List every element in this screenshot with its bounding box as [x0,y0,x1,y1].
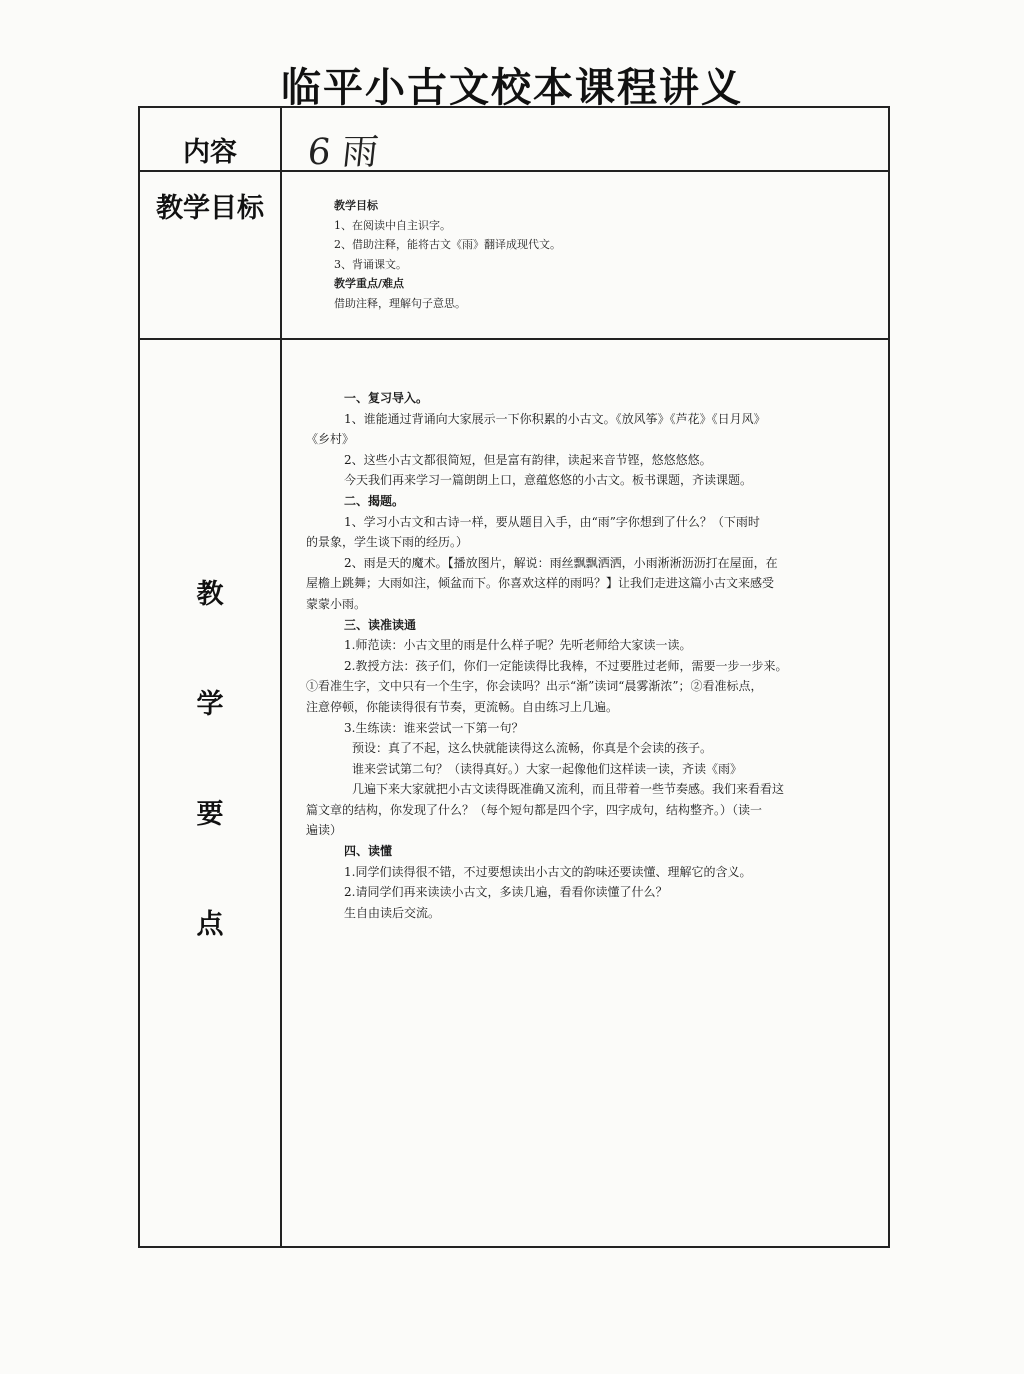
text-line: 几遍下来大家就把小古文读得既准确又流利，而且带着一些节奏感。我们来看看这 [352,782,785,797]
text-line: 遍读） [306,823,343,838]
text-line: 《乡村》 [306,432,355,447]
text-line: 蒙蒙小雨。 [306,596,367,611]
text-line: 2、这些小古文都很简短，但是富有韵律，读起来音节铿，悠悠悠悠。 [344,452,712,467]
text-line: ①看准生字，文中只有一个生字，你会读吗？出示“渐”读词“晨雾渐浓”；②看准标点， [306,679,763,694]
points-char: 要 [196,799,224,830]
teaching-content [306,388,820,923]
goals-block [334,196,854,313]
page-title: 临平小古文校本课程讲义 [281,65,743,111]
goals-label: 教学目标 [156,193,264,224]
text-line: 3.生练读：谁来尝试一下第一句？ [344,720,524,735]
text-line: 2.请同学们再来读读小古文，多读几遍，看看你读懂了什么？ [344,885,668,900]
text-line: 2、雨是天的魔术。【播放图片，解说：雨丝飘飘洒洒，小雨淅淅沥沥打在屋面，在 [344,555,778,570]
row-divider [140,170,888,172]
section-heading: 二、揭题。 [344,493,405,508]
text-line: 今天我们再来学习一篇朗朗上口，意蕴悠悠的小古文。板书课题，齐读课题。 [344,473,753,488]
text-line: 注意停顿，你能读得很有节奏，更流畅。自由练习上几遍。 [306,699,619,714]
text-line: 预设：真了不起，这么快就能读得这么流畅，你真是个会读的孩子。 [352,741,713,756]
goals-item: 3、背诵课文。 [334,257,407,271]
points-char: 学 [196,689,224,720]
column-divider [280,108,282,1246]
text-line: 屋檐上跳舞；大雨如注，倾盆而下。你喜欢这样的雨吗？】让我们走进这篇小古文来感受 [306,576,775,591]
text-line: 2.教授方法：孩子们，你们一定能读得比我棒，不过要胜过老师，需要一步一步来。 [344,658,788,673]
goals-item: 1、在阅读中自主识字。 [334,218,451,232]
section-heading: 四、读懂 [344,844,393,859]
text-line: 1.同学们读得很不错，不过要想读出小古文的韵味还要读懂、理解它的含义。 [344,864,752,879]
text-line: 的景象，学生谈下雨的经历。） [306,535,469,550]
goals-heading: 教学目标 [334,199,378,212]
row-divider [140,338,888,340]
lesson-table [138,106,890,1248]
points-char: 点 [196,909,224,940]
section-heading: 三、读准读通 [344,617,417,632]
text-line: 1、谁能通过背诵向大家展示一下你积累的小古文。《放风筝》《芦花》《日月风》 [344,411,766,426]
section-heading: 一、复习导入。 [344,391,429,405]
focus-heading: 教学重点/难点 [334,277,405,290]
text-line: 篇文章的结构，你发现了什么？（每个短句都是四个字，四字成句，结构整齐。）（读一 [306,802,763,817]
points-char: 教 [196,579,224,610]
content-value: 6 雨 [305,132,381,173]
text-line: 1、学习小古文和古诗一样，要从题目入手，由“雨”字你想到了什么？（下雨时 [344,514,760,529]
focus-text: 借助注释，理解句子意思。 [334,296,466,310]
text-line: 生自由读后交流。 [344,905,441,920]
goals-item: 2、借助注释，能将古文《雨》翻译成现代文。 [334,238,561,251]
text-line: 谁来尝试第二句？（读得真好。）大家一起像他们这样读一读，齐读《雨》 [352,761,743,776]
content-label: 内容 [183,137,237,168]
text-line: 1.师范读：小古文里的雨是什么样子呢？先听老师给大家读一读。 [344,638,692,653]
